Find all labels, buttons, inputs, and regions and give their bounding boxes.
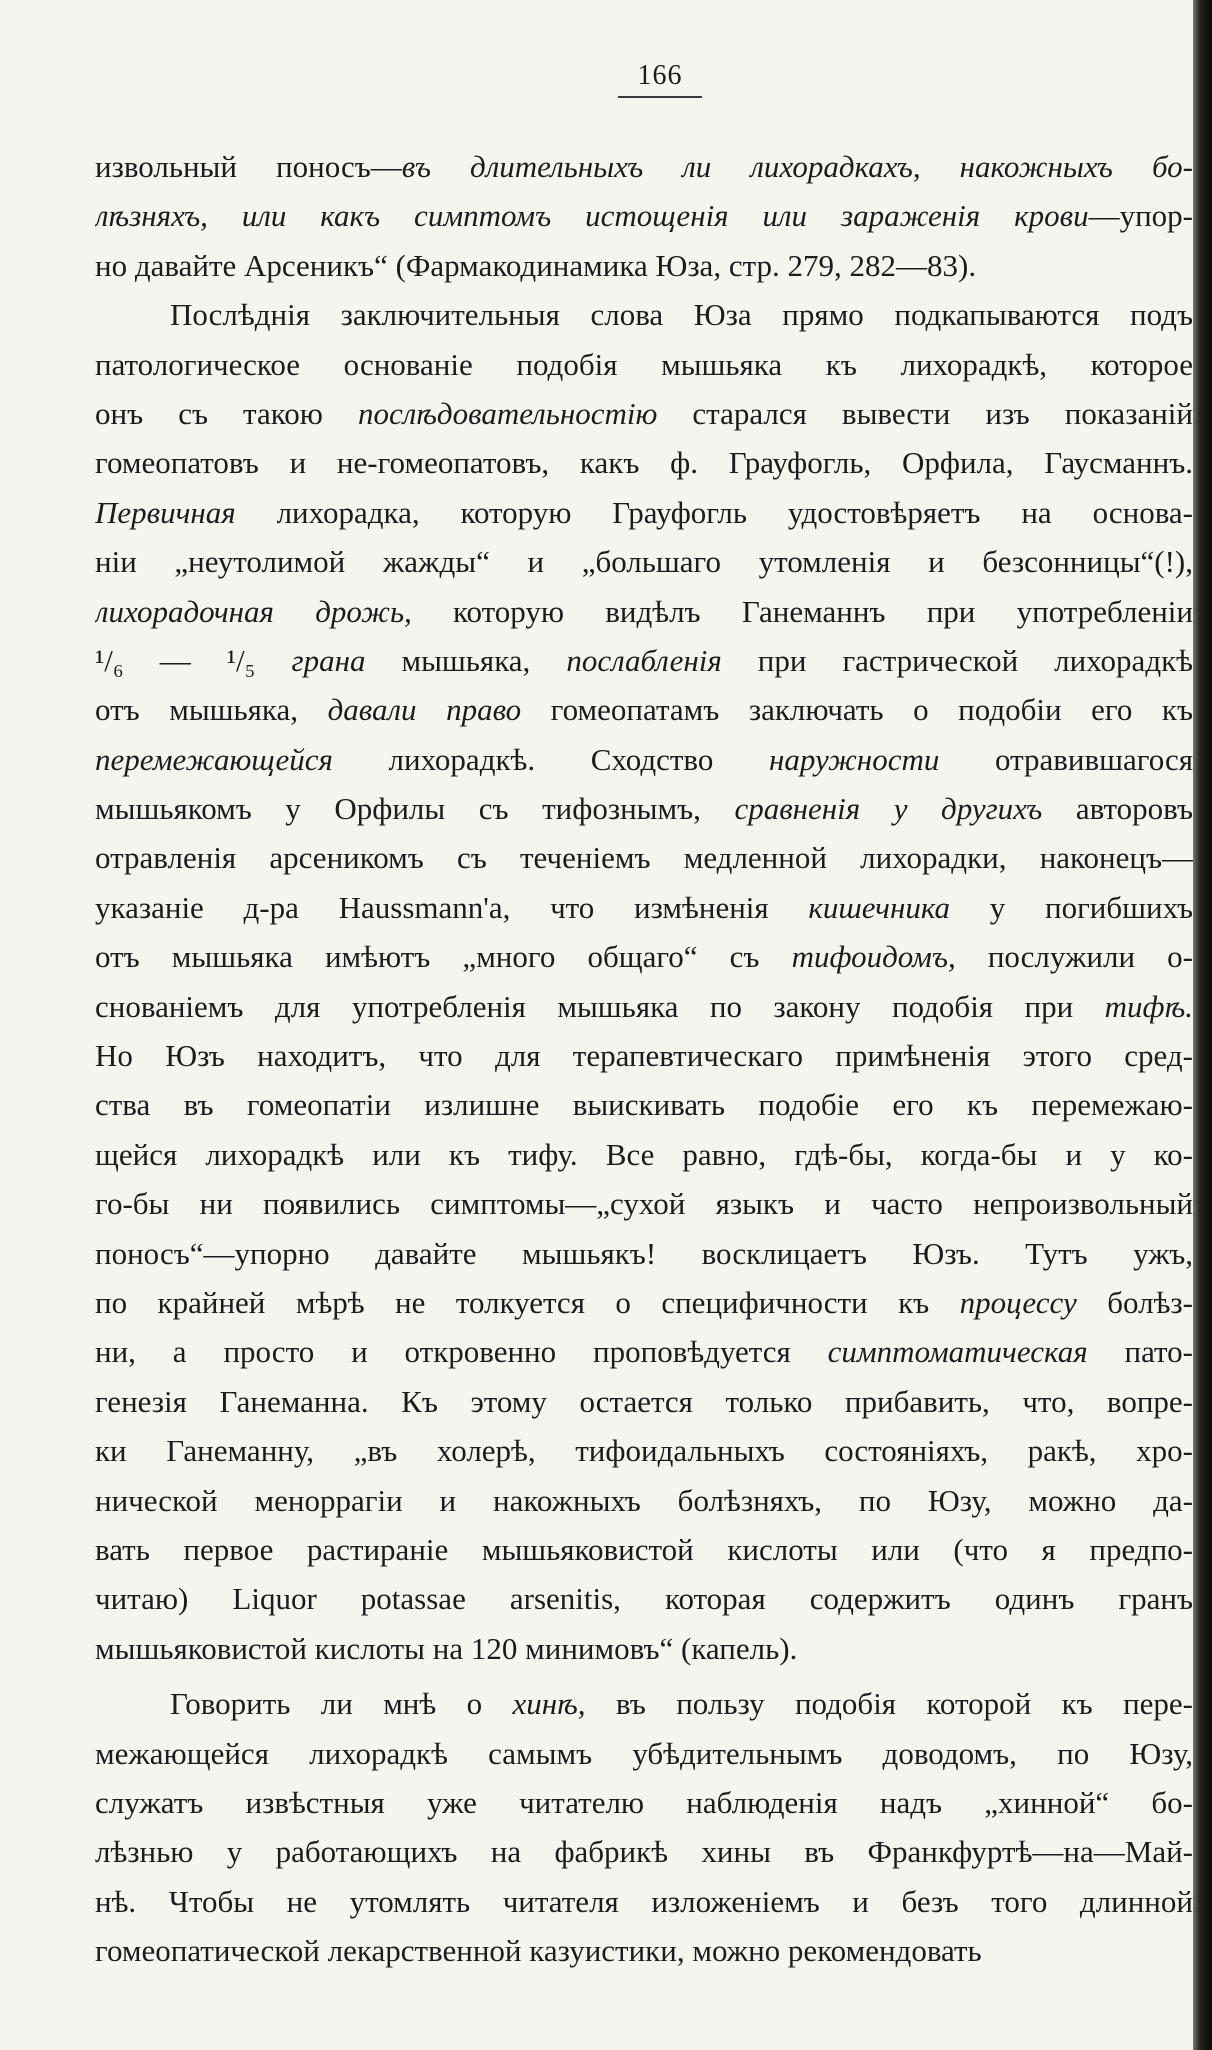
italic-text: лихорадочная дрожь,	[95, 593, 412, 629]
paragraph	[95, 142, 1193, 290]
text-run: отравленія арсеникомъ съ теченіемъ медленной лихорадки, наконецъ—	[95, 840, 1193, 876]
italic-text: въ длительныхъ ли лихорадкахъ, накожныхъ бо-	[401, 149, 1193, 184]
text-run: при гастрической лихорадкѣ	[721, 642, 1193, 678]
text-line	[95, 1926, 1193, 1975]
body-text	[95, 142, 1193, 2022]
text-run: гомеопатической лекарственной казуистики, можно рекомендовать	[95, 1933, 982, 1969]
text-run: но давайте Арсеникъ“ (Фармакодинамика Юза, стр. 279, 282—83).	[95, 247, 977, 283]
text-run: по крайней мѣрѣ не толкуется о специфичности къ	[95, 1284, 960, 1320]
text-line	[95, 438, 1193, 487]
text-run: Но Юзъ находитъ, что для терапевтическаго примѣненія этого сред-	[95, 1038, 1193, 1074]
text-run: межающейся лихорадкѣ самымъ убѣдительнымъ доводомъ, по Юзу,	[95, 1735, 1193, 1771]
text-line	[95, 191, 1193, 240]
text-run: го-бы ни появились симптомы—„сухой языкъ и часто непроизвольный	[95, 1186, 1193, 1222]
text-run: которую видѣлъ Ганеманнъ при употребленіи	[411, 593, 1193, 629]
italic-text: давали право	[327, 692, 522, 728]
paragraph	[95, 1679, 1193, 1975]
text-line	[95, 1679, 1193, 1728]
text-line	[95, 1574, 1193, 1623]
text-line	[95, 1778, 1193, 1827]
text-run: старался вывести изъ показаній	[657, 395, 1193, 431]
italic-text: лѣзняхъ, или какъ симптомъ истощенія или зараженія крови	[95, 198, 1089, 234]
text-run: гомеопатовъ и не-гомеопатовъ, какъ ф. Грауфогль, Орфила, Гаусманнъ.	[95, 445, 1193, 481]
paragraph	[95, 290, 1193, 1673]
text-line	[95, 932, 1193, 981]
text-line	[95, 488, 1193, 537]
book-spine-shadow	[1193, 0, 1212, 2050]
text-run: ки Ганеманну, „въ холерѣ, тифоидальныхъ состояніяхъ, ракѣ, хро-	[95, 1433, 1193, 1469]
text-line	[95, 1877, 1193, 1926]
text-line	[95, 1031, 1193, 1080]
text-line	[95, 1525, 1193, 1574]
text-line	[95, 636, 1193, 685]
text-run: онъ съ такою	[95, 395, 358, 431]
text-run: нической меноррагіи и накожныхъ болѣзняхъ, по Юзу, можно да-	[95, 1482, 1193, 1518]
text-line	[95, 1080, 1193, 1129]
text-run: генезія Ганеманна. Къ этому остается только прибавить, что, вопре-	[95, 1383, 1193, 1419]
text-run: мышьяковистой кислоты на 120 минимовъ“ (капель).	[95, 1630, 798, 1666]
text-run: мышьяка,	[365, 642, 567, 678]
italic-text: послабленія	[566, 642, 722, 678]
text-run: ства въ гомеопатіи излишне выискивать подобіе его къ перемежаю-	[95, 1087, 1193, 1123]
text-run: вать первое растираніе мышьяковистой кислоты или (что я предпо-	[95, 1531, 1193, 1567]
italic-text: наружности	[769, 741, 940, 777]
text-line	[95, 833, 1193, 882]
text-line	[95, 883, 1193, 932]
text-line	[95, 1278, 1193, 1327]
italic-text: хинѣ,	[512, 1686, 586, 1722]
text-line	[95, 290, 1193, 339]
italic-text: тифоидомъ,	[791, 939, 956, 975]
italic-text: процессу	[959, 1284, 1077, 1320]
text-run: ни, а просто и откровенно проповѣдуется	[95, 1334, 828, 1370]
text-line	[95, 735, 1193, 784]
text-line	[95, 1179, 1193, 1228]
italic-text: сравненія у другихъ	[734, 791, 1043, 827]
text-run: нѣ. Чтобы не утомлять читателя изложеніемъ и безъ того длинной	[95, 1883, 1193, 1919]
text-run: читаю) Liquor potassae arsenitis, которая содержитъ одинъ гранъ	[95, 1581, 1193, 1617]
text-run: болѣз-	[1076, 1284, 1193, 1320]
text-run: лихорадкѣ. Сходство	[332, 741, 770, 777]
text-run: патологическое основаніе подобія мышьяка къ лихорадкѣ, которое	[95, 346, 1193, 382]
text-line	[95, 1130, 1193, 1179]
text-line	[95, 389, 1193, 438]
text-line	[95, 340, 1193, 389]
italic-text: кишечника	[808, 889, 951, 925]
text-line	[95, 1229, 1193, 1278]
text-run: поносъ“—упорно давайте мышьякъ! восклицаетъ Юзъ. Тутъ ужъ,	[95, 1235, 1193, 1271]
italic-text: грана	[291, 642, 366, 678]
text-run: указаніе д-ра Haussmann'а, что измѣненія	[95, 889, 809, 925]
italic-text: Первичная	[95, 494, 236, 530]
text-run: лѣзнью у работающихъ на фабрикѣ хины въ Франкфуртѣ—на—Май-	[95, 1834, 1193, 1870]
text-line	[95, 784, 1193, 833]
text-line	[95, 1377, 1193, 1426]
page-number-underline	[618, 96, 702, 98]
text-line	[95, 537, 1193, 586]
text-run: ніи „неутолимой жажды“ и „большаго утомленія и безсонницы“(!),	[95, 544, 1193, 580]
text-run: —упор-	[1088, 198, 1193, 234]
text-line	[95, 1624, 1193, 1673]
text-run: въ пользу подобія которой къ пере-	[585, 1686, 1193, 1722]
text-run: у погибшихъ	[950, 889, 1193, 925]
page-number: 166	[637, 60, 683, 91]
italic-text: послѣдовательностію	[357, 395, 658, 431]
text-line	[95, 587, 1193, 636]
text-run: ¹/₆ — ¹/₅	[95, 642, 292, 678]
text-line	[95, 241, 1193, 290]
text-run: снованіемъ для употребленія мышьяка по закону подобія при	[95, 988, 1105, 1024]
text-line	[95, 1426, 1193, 1475]
text-run: послужили о-	[955, 939, 1193, 975]
text-line	[95, 1327, 1193, 1376]
text-run: пато-	[1087, 1334, 1193, 1370]
text-run: лихорадка, которую Грауфогль удостовѣряетъ на основа-	[235, 494, 1193, 530]
italic-text: симптоматическая	[827, 1334, 1088, 1370]
text-line	[95, 142, 1193, 191]
italic-text: перемежающейся	[95, 741, 333, 777]
text-run: Послѣднія заключительныя слова Юза прямо подкапываются подъ	[170, 297, 1193, 333]
italic-text: тифѣ.	[1104, 988, 1193, 1024]
text-run: служатъ извѣстныя уже читателю наблюденія надъ „хинной“ бо-	[95, 1784, 1193, 1820]
text-run: отъ мышьяка имѣютъ „много общаго“ съ	[95, 939, 792, 975]
text-run: гомеопатамъ заключать о подобіи его къ	[521, 692, 1193, 728]
text-run: отъ мышьяка,	[95, 692, 328, 728]
text-run: отравившагося	[939, 741, 1193, 777]
text-line	[95, 1827, 1193, 1876]
text-line	[95, 982, 1193, 1031]
text-run: авторовъ	[1042, 791, 1193, 827]
text-line	[95, 1729, 1193, 1778]
text-line	[95, 685, 1193, 734]
text-run: мышьякомъ у Орфилы съ тифознымъ,	[95, 791, 735, 827]
text-run: Говорить ли мнѣ о	[170, 1686, 513, 1722]
text-run: щейся лихорадкѣ или къ тифу. Все равно, гдѣ-бы, когда-бы и у ко-	[95, 1136, 1193, 1172]
text-line	[95, 1476, 1193, 1525]
text-run: извольный поносъ—	[95, 149, 402, 184]
